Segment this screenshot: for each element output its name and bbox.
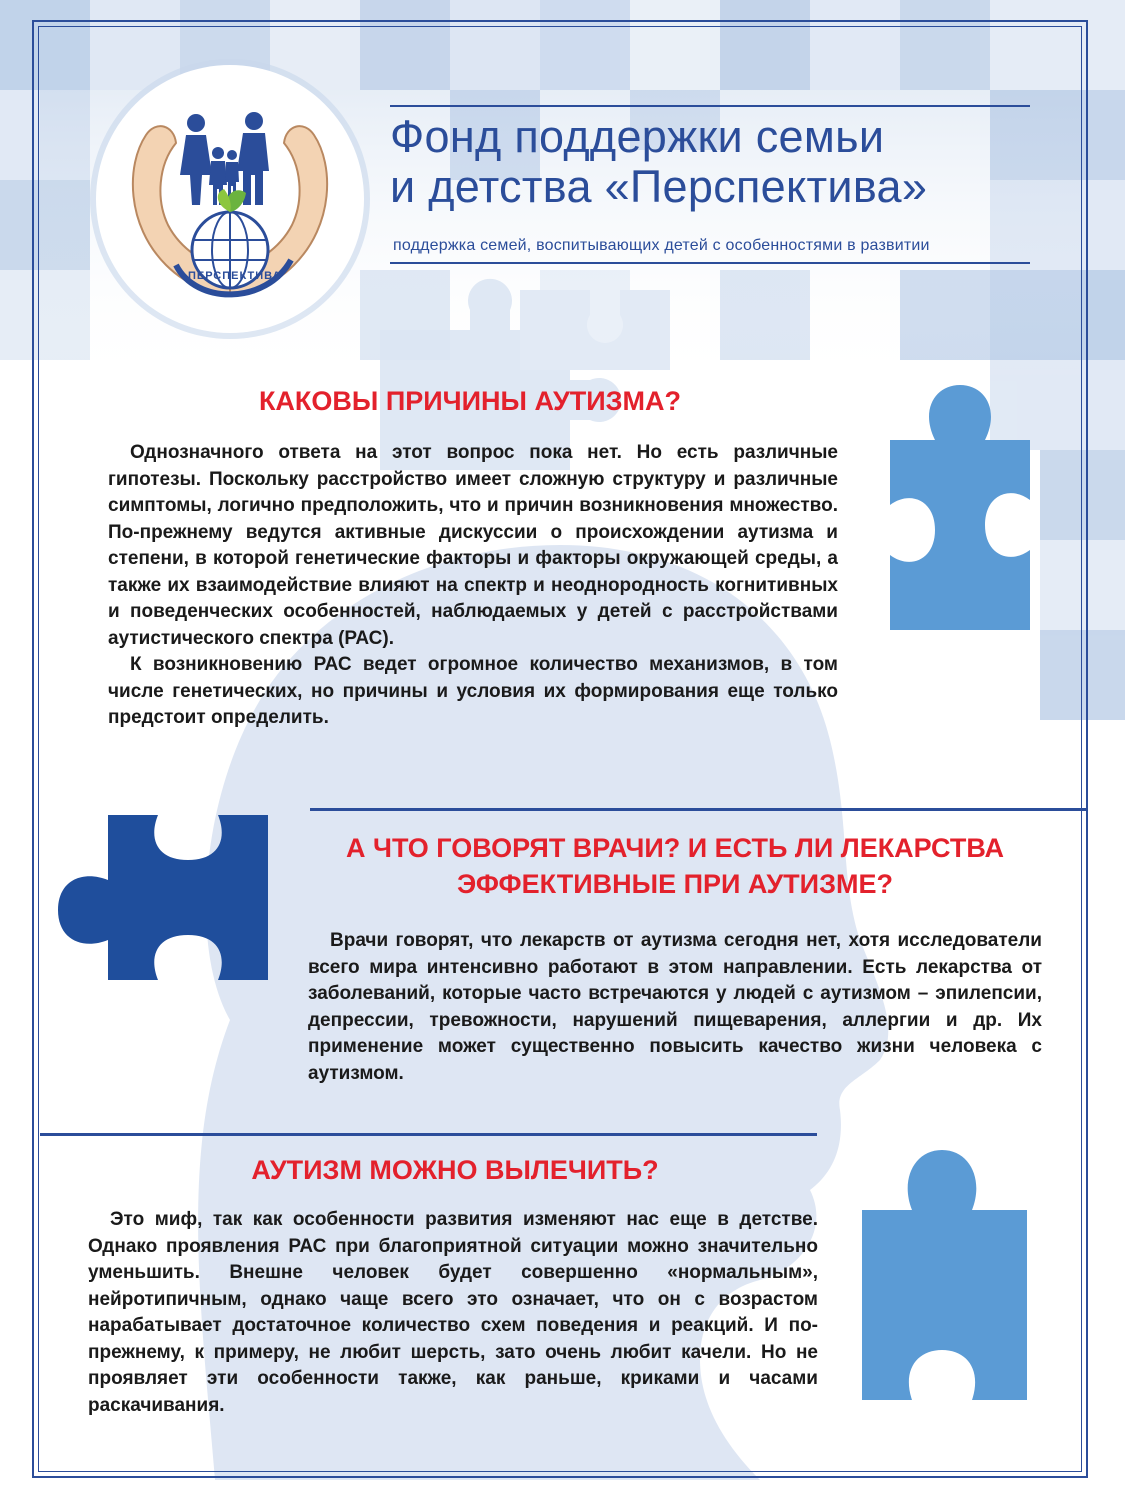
title-line-2: и детства «Перспектива» — [390, 161, 928, 212]
title-top-rule — [390, 105, 1030, 107]
section1-heading: КАКОВЫ ПРИЧИНЫ АУТИЗМА? — [258, 386, 682, 416]
section2-heading — [300, 830, 1050, 902]
page-title — [390, 112, 1050, 212]
section2-heading-line-1: А ЧТО ГОВОРЯТ ВРАЧИ? И ЕСТЬ ЛИ ЛЕКАРСТВА — [346, 833, 1004, 863]
section1-body — [108, 440, 838, 732]
section-divider-2 — [40, 1133, 817, 1136]
puzzle-piece-icon — [58, 815, 268, 980]
section3-heading: АУТИЗМ МОЖНО ВЫЛЕЧИТЬ? — [251, 1155, 659, 1185]
section3-paragraph-1: Это миф, так как особенности развития изменяют нас еще в детстве. Однако проявления РАС при благоприятной ситуации можно значительно уменьшить. Внешне человек будет совершенно «нормальным», нейротипичным, однако чаще всего это означает, что он с возрастом нарабатывает достаточное количество схем поведения и реакций. И по-прежнему, к примеру, не любит шерсть, зато очень любит качели. Но не проявляет эти особенности также, как раньше, криками и часами раскачивания. — [88, 1209, 818, 1416]
section3-body — [88, 1207, 818, 1419]
logo-emblem-icon — [96, 65, 364, 333]
section-divider-1 — [310, 808, 1086, 811]
section2-heading-line-2: ЭФФЕКТИВНЫЕ ПРИ АУТИЗМЕ? — [457, 869, 893, 899]
title-line-1: Фонд поддержки семьи — [390, 111, 885, 162]
section2-paragraph-1: Врачи говорят, что лекарств от аутизма сегодня нет, хотя исследователи всего мира интенсивно работают в этом направлении. Есть лекарства от заболеваний, которые часто встречаются у людей с аутизмом – эпилепсии, депрессии, тревожности, нарушений пищеварения, аллергии и др. Их применение может существенно повысить качество жизни человека с аутизмом. — [308, 930, 1042, 1084]
section1-paragraph-2: К возникновению РАС ведет огромное количество механизмов, в том числе генетических, но причины и условия их формирования еще только предстоит определить. — [108, 654, 838, 728]
page-subtitle: поддержка семей, воспитывающих детей с особенностями в развитии — [393, 237, 930, 254]
section2-body — [308, 928, 1042, 1087]
puzzle-piece-icon — [880, 385, 1040, 630]
section1-paragraph-1: Однозначного ответа на этот вопрос пока нет. Но есть различные гипотезы. Поскольку расстройство имеет сложную структуру и различные симптомы, логично предположить, что и причин возникновения множество. По-прежнему ведутся активные дискуссии о происхождении аутизма и степени, в которой генетические факторы и факторы окружающей среды, а также их взаимодействие влияют на спектр и неоднородность когнитивных и поведенческих особенностей, наблюдаемых у детей с расстройствами аутистического спектра (РАС). — [108, 442, 838, 649]
title-bottom-rule — [390, 262, 1030, 264]
puzzle-piece-icon — [862, 1150, 1027, 1400]
foundation-logo — [96, 65, 364, 333]
logo-text: ПЕРСПЕКТИВА — [188, 270, 282, 282]
